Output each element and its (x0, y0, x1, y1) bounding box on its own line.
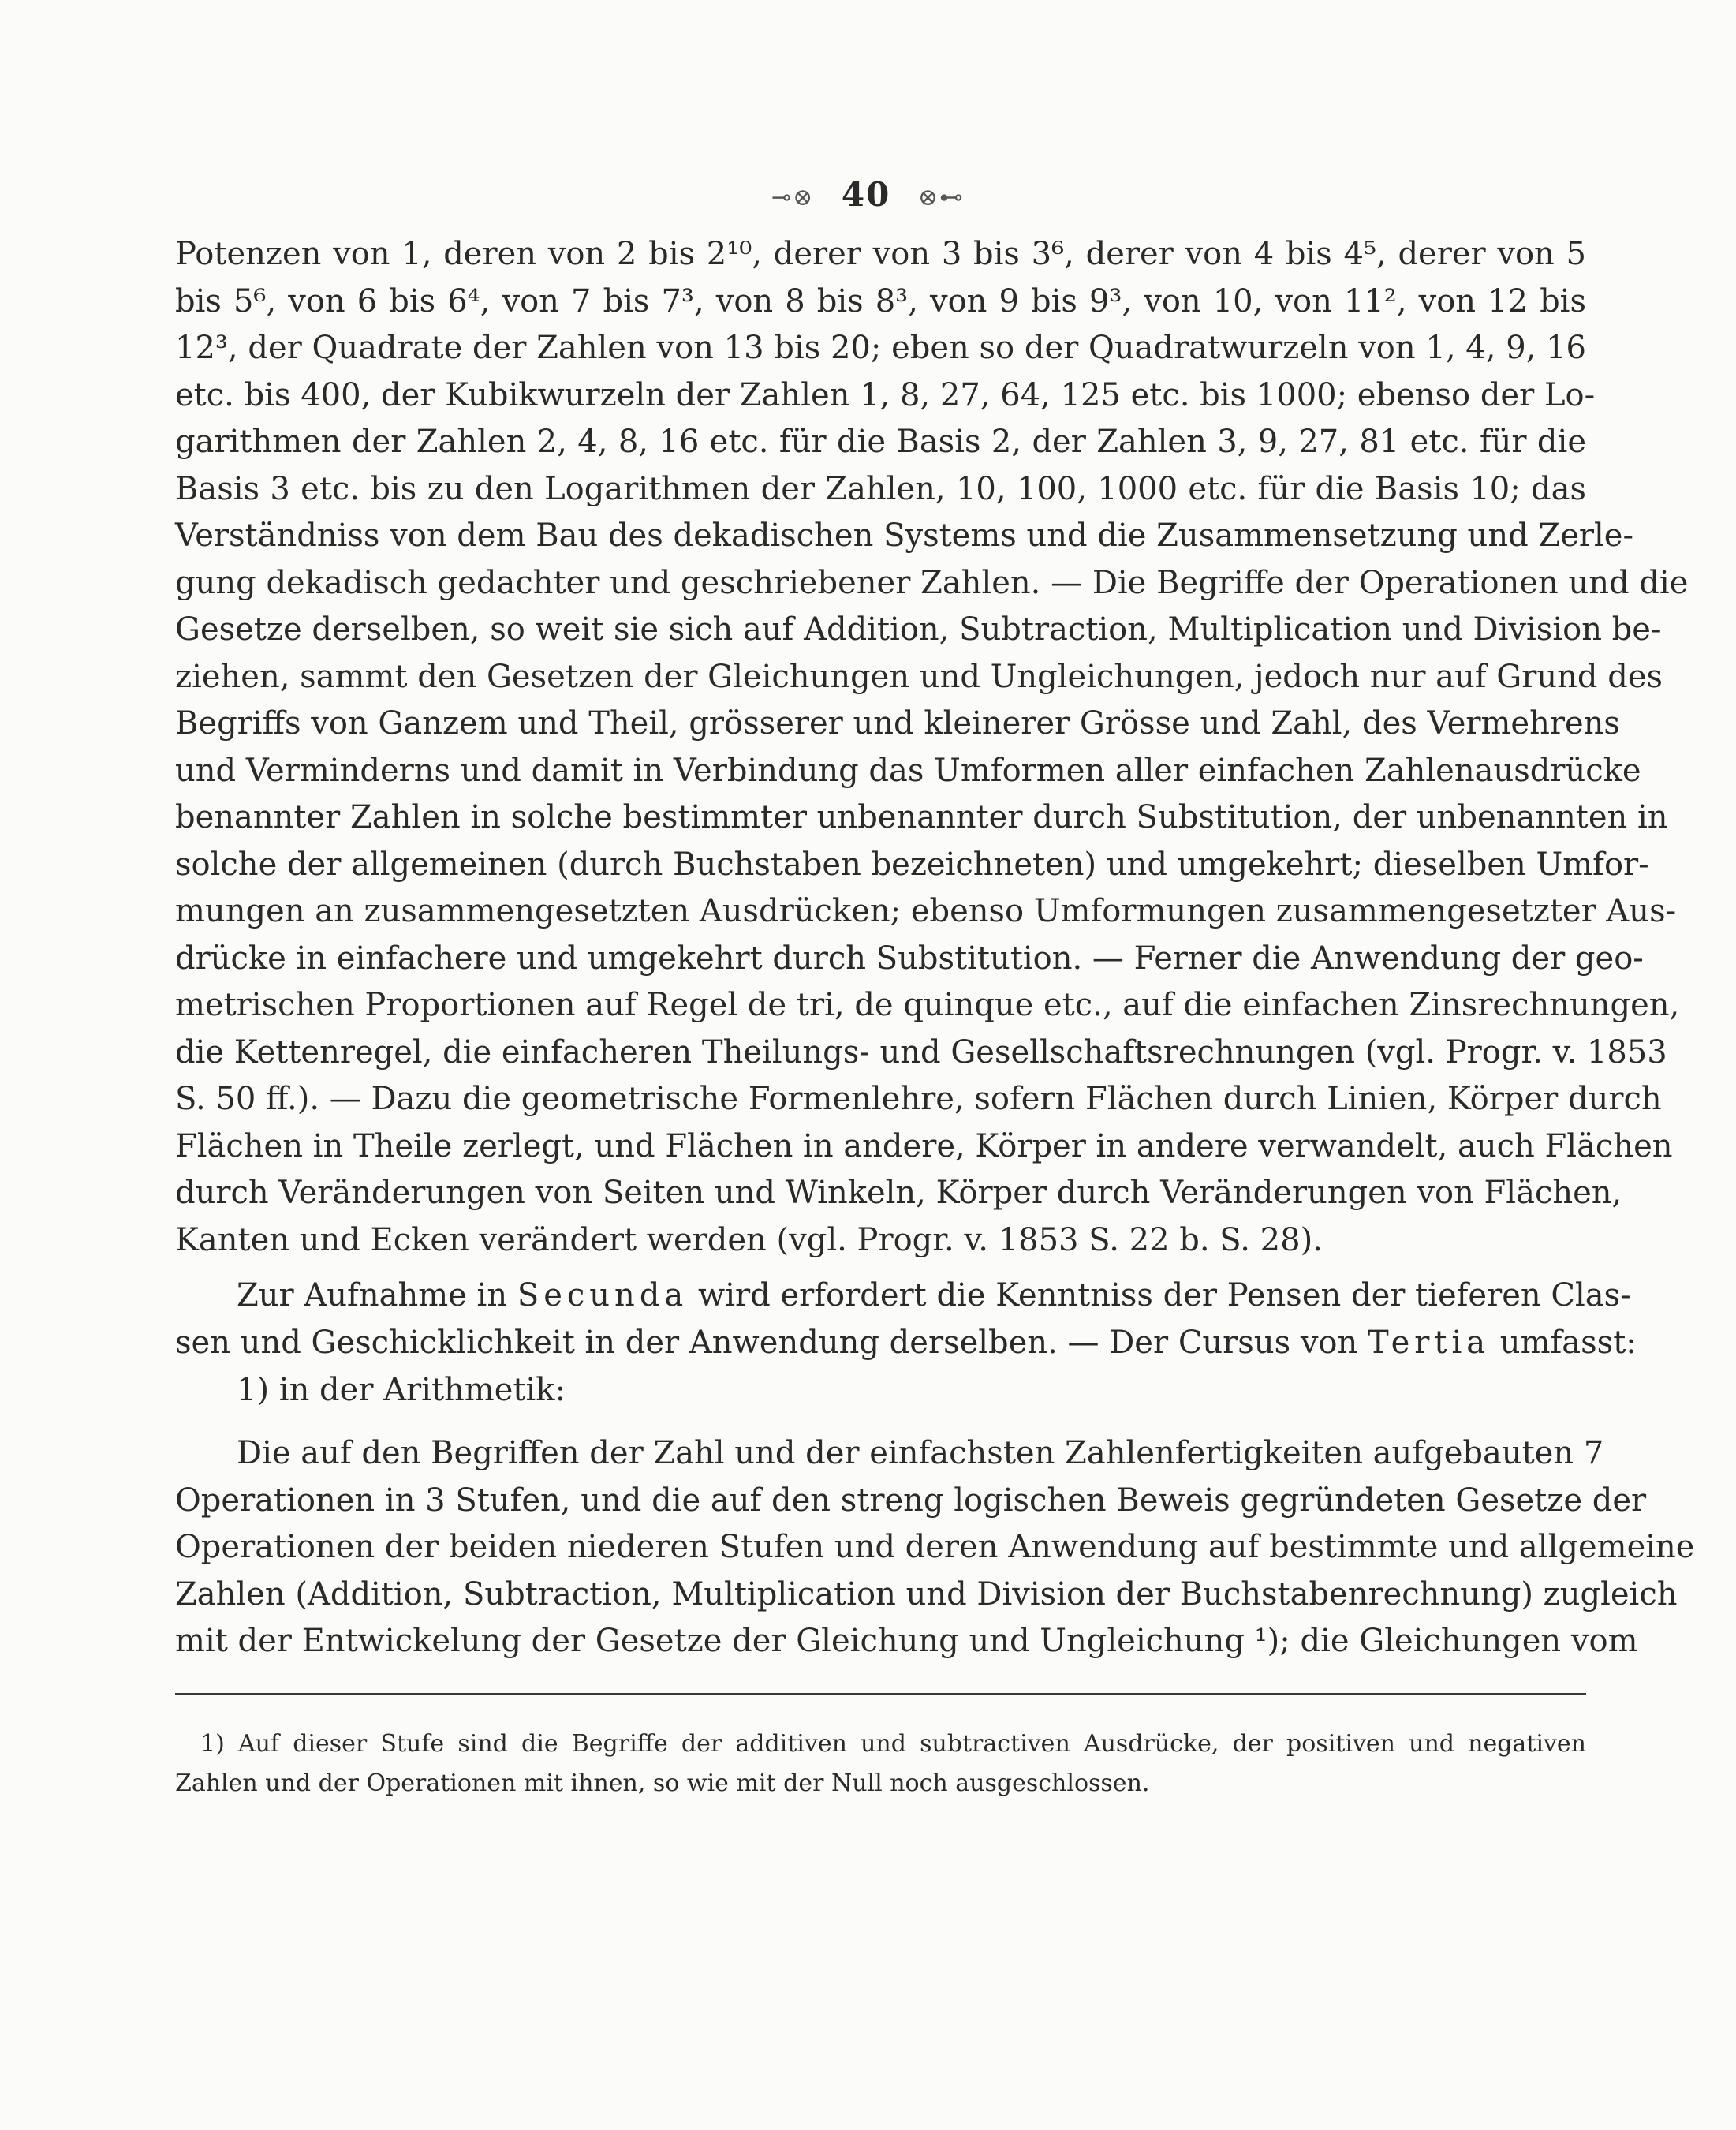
text-line: garithmen der Zahlen 2, 4, 8, 16 etc. für die Basis 2, der Zahlen 3, 9, 27, 81 etc. für die (175, 424, 1586, 460)
text-line: S. 50 ff.). — Dazu die geometrische Formenlehre, sofern Flächen durch Linien, Körper durch (175, 1081, 1662, 1117)
text-line: solche der allgemeinen (durch Buchstaben bezeichneten) und umgekehrt; dieselben Umfor- (175, 846, 1649, 883)
text-line: etc. bis 400, der Kubikwurzeln der Zahlen 1, 8, 27, 64, 125 etc. bis 1000; ebenso der Lo- (175, 376, 1596, 413)
text-line: Begriffs von Ganzem und Theil, grösserer und kleinerer Grösse und Zahl, des Vermehrens (175, 705, 1620, 742)
text-line: die Kettenregel, die einfacheren Theilungs- und Gesellschaftsrechnungen (vgl. Progr. v. 1853 (175, 1033, 1667, 1071)
footnote-rule (175, 1693, 1586, 1695)
text-line: Gesetze derselben, so weit sie sich auf Addition, Subtraction, Multiplication und Division be- (175, 611, 1662, 648)
paragraph-arithmetik (175, 1430, 1695, 1665)
text-line: mit der Entwickelung der Gesetze der Gleichung und Ungleichung ¹); die Gleichungen vom (175, 1623, 1638, 1659)
paragraph-secunda (175, 1272, 1637, 1366)
text-line: durch Veränderungen von Seiten und Winkeln, Körper durch Veränderungen von Flächen, (175, 1175, 1622, 1211)
text-line: Operationen der beiden niederen Stufen und deren Anwendung auf bestimmte und allgemeine (175, 1529, 1695, 1565)
text-line: gung dekadisch gedachter und geschriebener Zahlen. — Die Begriffe der Operationen und die (175, 564, 1689, 601)
emphasis-tertia: Tertia (1368, 1324, 1491, 1361)
page-header (0, 175, 1736, 214)
text-line: Basis 3 etc. bis zu den Logarithmen der Zahlen, 10, 100, 1000 etc. für die Basis 10; das (175, 470, 1586, 507)
text-line: und Verminderns und damit in Verbindung das Umformen aller einfachen Zahlenausdrücke (175, 752, 1641, 789)
emphasis-secunda: Secunda (517, 1277, 689, 1314)
footnote-line: 1) Auf dieser Stufe sind die Begriffe der additiven und subtractiven Ausdrücke, der positiven und negativen (200, 1730, 1586, 1758)
text-line: Verständniss von dem Bau des dekadischen Systems und die Zusammensetzung und Zerle- (175, 518, 1633, 554)
footnote (175, 1725, 1586, 1803)
text-line: bis 5⁶, von 6 bis 6⁴, von 7 bis 7³, von 8 bis 8³, von 9 bis 9³, von 10, von 11², von 12 bis (175, 282, 1586, 320)
section-heading: 1) in der Arithmetik: (237, 1372, 566, 1408)
ornament-right-icon: ⊗⊷ (917, 183, 965, 211)
text-line: ziehen, sammt den Gesetzen der Gleichungen und Ungleichungen, jedoch nur auf Grund des (175, 658, 1663, 695)
footnote-line: Zahlen und der Operationen mit ihnen, so wie mit der Null noch ausgeschlossen. (175, 1769, 1150, 1797)
text-line: Zur Aufnahme in Secunda wird erfordert die Kenntniss der Pensen der tieferen Clas- (237, 1277, 1631, 1314)
text-line: metrischen Proportionen auf Regel de tri, de quinque etc., auf die einfachen Zinsrechnungen, (175, 987, 1680, 1023)
paragraph-continued (175, 231, 1689, 1264)
text-line: Kanten und Ecken verändert werden (vgl. Progr. v. 1853 S. 22 b. S. 28). (175, 1221, 1323, 1258)
text-line: benannter Zahlen in solche bestimmter unbenannter durch Substitution, der unbenannten in (175, 799, 1668, 835)
page-number: 40 (841, 175, 891, 214)
text-line: Die auf den Begriffen der Zahl und der einfachsten Zahlenfertigkeiten aufgebauten 7 (237, 1435, 1604, 1471)
text-line: sen und Geschicklichkeit in der Anwendung derselben. — Der Cursus von Tertia umfasst: (175, 1324, 1637, 1361)
section-heading-block (175, 1367, 1586, 1414)
text-line: Zahlen (Addition, Subtraction, Multiplication und Division der Buchstabenrechnung) zugleich (175, 1575, 1678, 1612)
text-line: Operationen in 3 Stufen, und die auf den streng logischen Beweis gegründeten Gesetze der (175, 1482, 1647, 1519)
text-line: drücke in einfachere und umgekehrt durch Substitution. — Ferner die Anwendung der geo- (175, 940, 1644, 977)
text-line: Flächen in Theile zerlegt, und Flächen in andere, Körper in andere verwandelt, auch Flächen (175, 1127, 1673, 1164)
text-line: mungen an zusammengesetzten Ausdrücken; ebenso Umformungen zusammengesetzter Aus- (175, 893, 1677, 929)
ornament-left-icon: ⊸⊗ (771, 183, 815, 211)
text-line: Potenzen von 1, deren von 2 bis 2¹⁰, derer von 3 bis 3⁶, derer von 4 bis 4⁵, derer von 5 (175, 236, 1586, 272)
text-line: 12³, der Quadrate der Zahlen von 13 bis 20; eben so der Quadratwurzeln von 1, 4, 9, 16 (175, 330, 1586, 366)
